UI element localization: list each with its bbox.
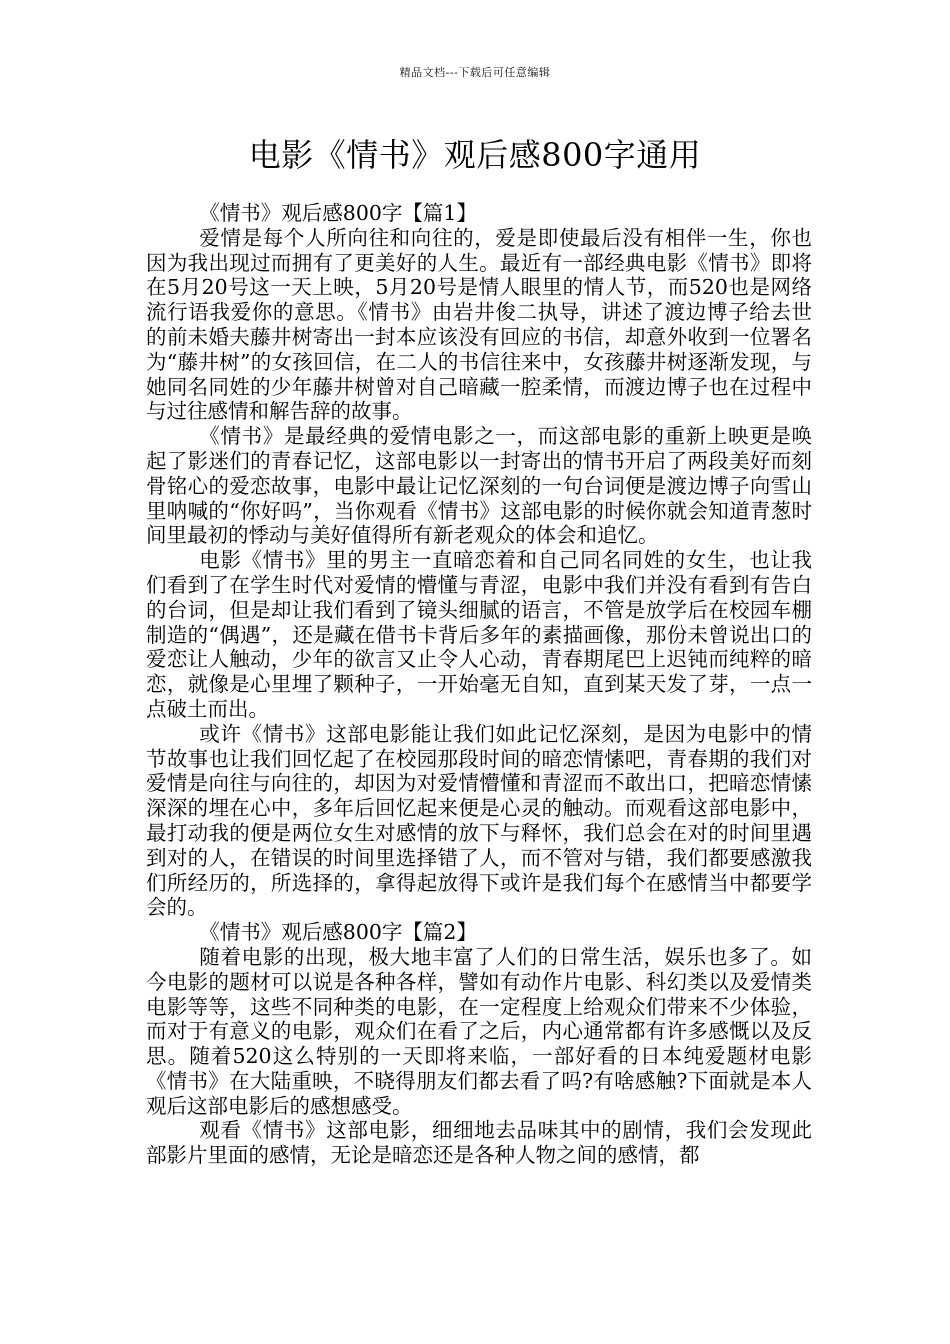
paragraph: 《情书》是最经典的爱情电影之一，而这部电影的重新上映更是唤起了影迷们的青春记忆，这部电影以一封寄出的情书开启了两段美好而刻骨铭心的爱恋故事，电影中最让记忆深刻的一句台词便是渡边博子向雪山里呐喊的“你好吗”，当你观看《情书》这部电影的时候你就会知道青葱时间里最初的悸动与美好值得所有新老观众的体会和追忆。: [146, 424, 812, 548]
header-note: 精品文档---下载后可任意编辑: [399, 66, 551, 79]
document-body: [146, 201, 812, 1168]
paragraph: 爱情是每个人所向往和向往的，爱是即使最后没有相伴一生，你也因为我出现过而拥有了更美好的人生。最近有一部经典电影《情书》即将在5月20号这一天上映，5月20号是情人眼里的情人节，而520也是网络流行语我爱你的意思。《情书》由岩井俊二执导，讲述了渡边博子给去世的前未婚夫藤井树寄出一封本应该没有回应的书信，却意外收到一位署名为“藤井树”的女孩回信，在二人的书信往来中，女孩藤井树逐渐发现，与她同名同姓的少年藤井树曾对自己暗藏一腔柔情，而渡边博子也在过程中与过往感情和解告辞的故事。: [146, 225, 812, 424]
paragraph: 电影《情书》里的男主一直暗恋着和自己同名同姓的女生，也让我们看到了在学生时代对爱情的懵懂与青涩，电影中我们并没有看到有告白的台词，但是却让我们看到了镜头细腻的语言，不管是放学后在校园车棚制造的“偶遇”，还是藏在借书卡背后多年的素描画像，那份未曾说出口的爱恋让人触动，少年的欲言又止令人心动，青春期尾巴上迟钝而纯粹的暗恋，就像是心里埋了颗种子，一开始毫无自知，直到某天发了芽，一点一点破土而出。: [146, 548, 812, 721]
paragraph: 或许《情书》这部电影能让我们如此记忆深刻，是因为电影中的情节故事也让我们回忆起了在校园那段时间的暗恋情愫吧，青春期的我们对爱情是向往与向往的，却因为对爱情懵懂和青涩而不敢出口，把暗恋情愫深深的埋在心中，多年后回忆起来便是心灵的触动。而观看这部电影中，最打动我的便是两位女生对感情的放下与释怀，我们总会在对的时间里遇到对的人，在错误的时间里选择错了人，而不管对与错，我们都要感激我们所经历的，所选择的，拿得起放得下或许是我们每个在感情当中都要学会的。: [146, 721, 812, 920]
section-heading-1: 《情书》观后感800字【篇1】: [199, 201, 477, 225]
document-title: 电影《情书》观后感800字通用: [248, 136, 702, 174]
paragraph: 随着电影的出现，极大地丰富了人们的日常生活，娱乐也多了。如今电影的题材可以说是各种各样，譬如有动作片电影、科幻类以及爱情类电影等等，这些不同种类的电影，在一定程度上给观众们带来不少体验，而对于有意义的电影，观众们在看了之后，内心通常都有许多感慨以及反思。随着520这么特别的一天即将来临，一部好看的日本纯爱题材电影《情书》在大陆重映，不晓得朋友们都去看了吗?有啥感触?下面就是本人观后这部电影后的感想感受。: [146, 944, 812, 1118]
section-heading-2: 《情书》观后感800字【篇2】: [199, 920, 477, 945]
paragraph: 观看《情书》这部电影，细细地去品味其中的剧情，我们会发现此部影片里面的感情，无论是暗恋还是各种人物之间的感情，都: [146, 1118, 812, 1168]
